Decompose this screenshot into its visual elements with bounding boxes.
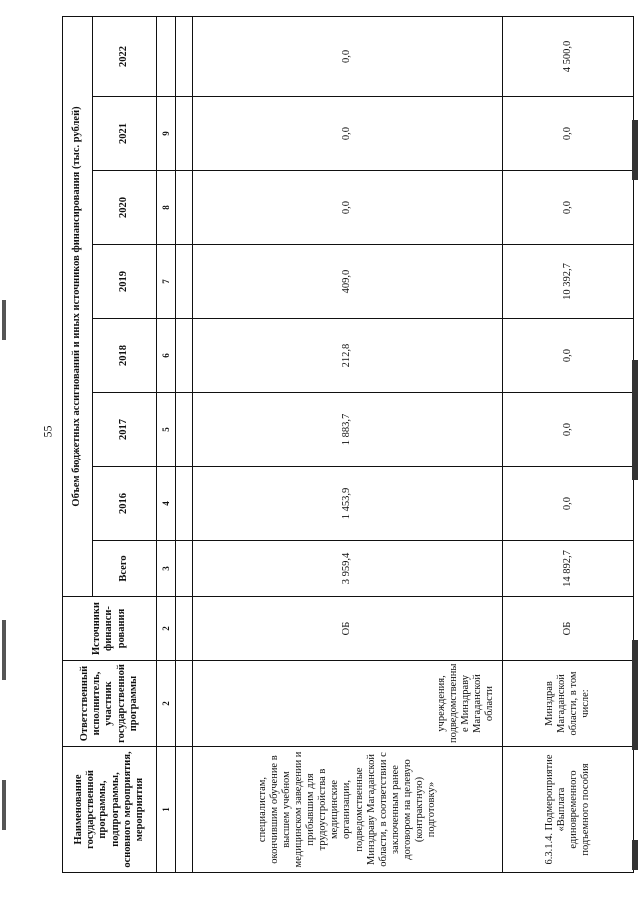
index-cell: 2: [157, 661, 176, 747]
row-value: 4 500,0: [503, 16, 634, 96]
page-number: 55: [40, 425, 55, 438]
index-cell: 7: [157, 245, 176, 319]
row-value: 0,0: [503, 467, 634, 541]
row-value: 0,0: [193, 16, 503, 96]
index-cell: 9: [157, 97, 176, 171]
row-total: 14 892,7: [503, 541, 634, 597]
row-value: 1 883,7: [193, 393, 503, 467]
header-year: 2022: [93, 16, 157, 96]
index-cell: 1: [157, 747, 176, 873]
header-responsible: Ответственный исполнитель, участник государственной программы: [63, 661, 157, 747]
row-total: 3 959,4: [193, 541, 503, 597]
header-year: 2018: [93, 319, 157, 393]
row-name: 6.3.1.4. Подмероприятие «Выплата единовременного подъемного пособия: [503, 747, 634, 873]
index-cell: 5: [157, 393, 176, 467]
header-year: 2021: [93, 97, 157, 171]
row-value: 10 392,7: [503, 245, 634, 319]
header-total: Всего: [93, 541, 157, 597]
row-value: 0,0: [503, 171, 634, 245]
row-value: 1 453,9: [193, 467, 503, 541]
rotated-page: [62, 17, 634, 873]
funding-table: [62, 16, 634, 873]
index-row: [157, 16, 176, 872]
header-year: 2017: [93, 393, 157, 467]
index-cell: 6: [157, 319, 176, 393]
row-source: ОБ: [193, 597, 503, 661]
header-year: 2019: [93, 245, 157, 319]
header-funding-group: Объем бюджетных ассигнований и иных источников финансирования (тыс. рублей): [63, 16, 93, 596]
index-cell: 3: [157, 541, 176, 597]
row-value: 0,0: [503, 319, 634, 393]
row-value: 409,0: [193, 245, 503, 319]
index-cell: 2: [157, 597, 176, 661]
row-value: 0,0: [503, 393, 634, 467]
header-year: 2016: [93, 467, 157, 541]
spacer-row: [176, 16, 193, 872]
row-value: 0,0: [503, 97, 634, 171]
index-cell: [157, 16, 176, 96]
header-year: 2020: [93, 171, 157, 245]
row-value: 0,0: [193, 171, 503, 245]
scan-edge-marks-left: [0, 0, 10, 905]
table-row: [193, 16, 503, 872]
row-value: 0,0: [193, 97, 503, 171]
scan-edge-marks: [628, 0, 640, 905]
row-name: специалистам, окончившим обучение в высшем учебном медицинском заведении и прибывшим для трудоустройства в медицинские организации, подведомственные Минздраву Магаданской области, в соответствии с заключенным ранее договором на целевую (контрактную) подготовку»: [193, 747, 503, 873]
row-value: 212,8: [193, 319, 503, 393]
index-cell: 8: [157, 171, 176, 245]
row-responsible: Минздрав Магаданской области, в том числе:: [503, 661, 634, 747]
table-row: [503, 16, 634, 872]
row-source: ОБ: [503, 597, 634, 661]
index-cell: 4: [157, 467, 176, 541]
row-responsible: учреждения, подведомственны е Минздраву Магаданской области: [193, 661, 503, 747]
header-sources: Источники финанси-рования: [63, 597, 157, 661]
header-name: Наименование государственной программы, подпрограммы, основного мероприятия, мероприятия: [63, 747, 157, 873]
